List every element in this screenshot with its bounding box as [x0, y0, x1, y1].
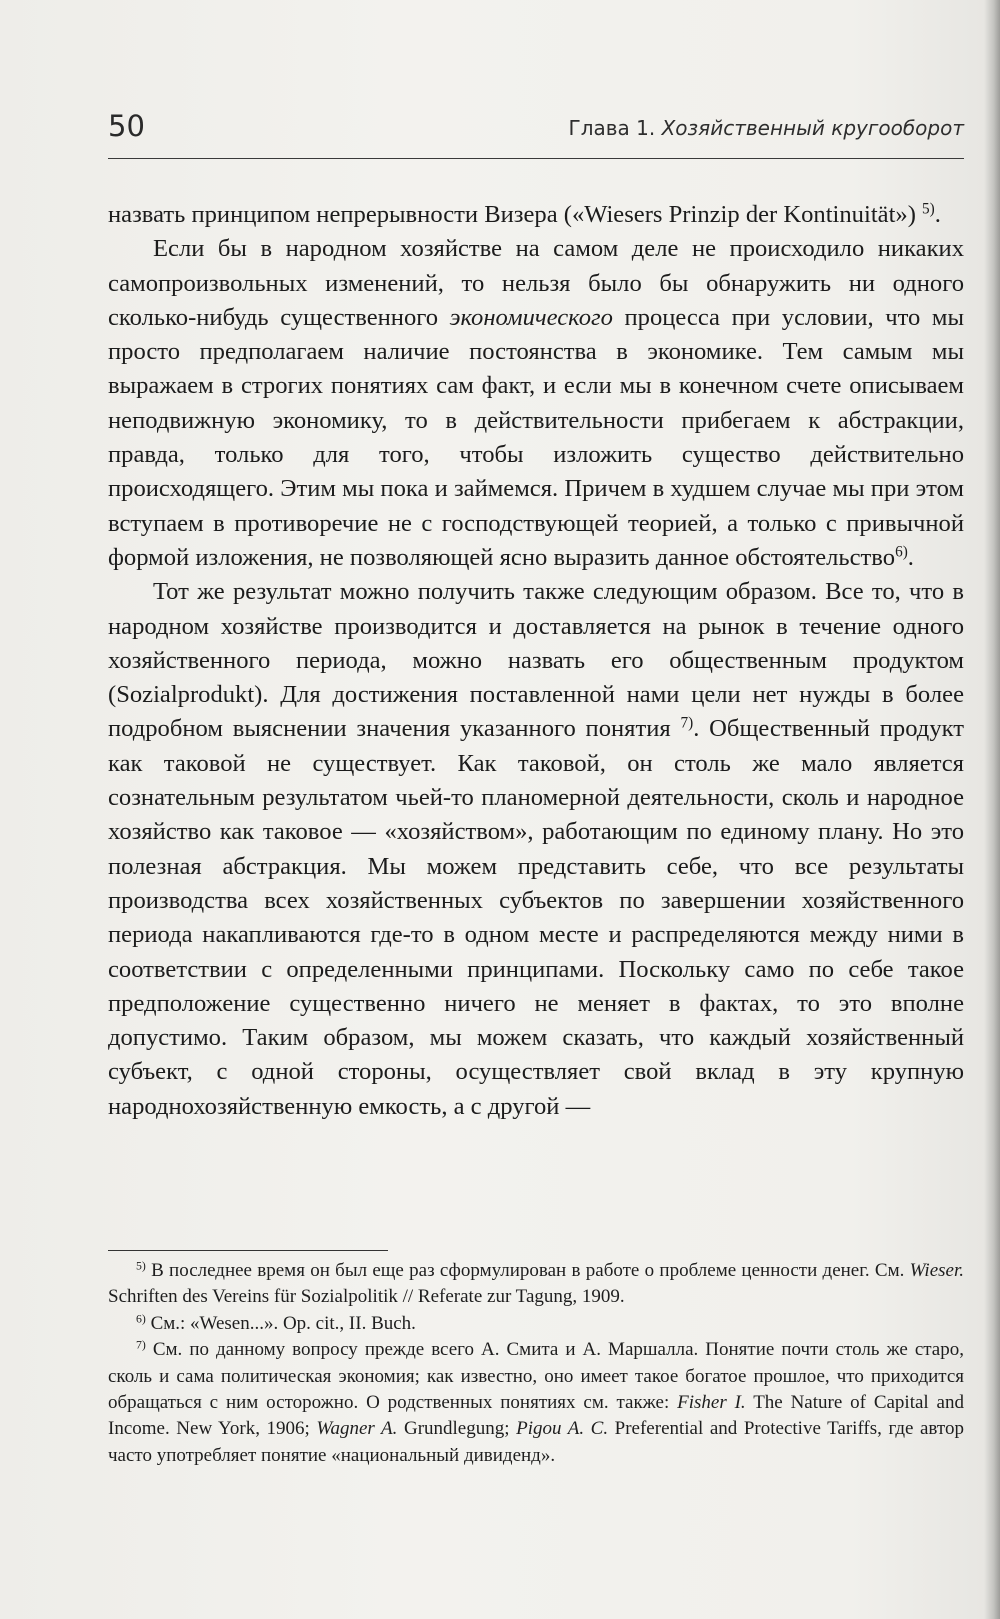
footnote-7-text-a: См. по данному вопросу прежде всего А. Смита и А. Маршалла. Понятие почти столь же старо, сколь и сама политическая экономия; как известно, оно имеет такое богатое прошлое, что приходится обращаться с ним осторожно. О родственных понятиях см. также:	[108, 1339, 964, 1414]
footnote-7-text-c: Grundlegung;	[397, 1418, 517, 1440]
paragraph-2	[108, 232, 964, 575]
paragraph-2-text-a: Если бы в народном хозяйстве на самом деле не происходило никаких самопроизвольных изменений, то нельзя было бы обнаружить ни одного сколько-нибудь существенного	[108, 235, 964, 331]
footnote-ref-5[interactable]: 5)	[922, 200, 935, 218]
chapter-label: Глава 1.	[568, 116, 656, 140]
footnote-ref-7[interactable]: 7)	[680, 715, 694, 733]
footnote-5-author: Wieser.	[909, 1260, 964, 1281]
footnote-7-text-d: Preferential and Protective Tariffs, где автор часто употребляет понятие «национальный дивиденд».	[108, 1418, 964, 1466]
footnote-5	[108, 1258, 964, 1311]
paragraph-3-text-b: . Общественный продукт как таковой не существует. Как таковой, он столь же мало является сознательным результатом чьей-то планомерной деятельности, сколь и народное хозяйство как таковое — «хозяйством», работающим по единому плану. Но это полезная абстракция. Мы можем представить себе, что все результаты производства всех хозяйственных субъектов по завершении хозяйственного периода накапливаются где-то в одном месте и распределяются между ними в соответствии с определенными принципами. Поскольку само по себе такое предположение существенно ничего не меняет в фактах, то это вполне допустимо. Таким образом, мы можем сказать, что каждый хозяйственный субъект, с одной стороны, осуществляет свой вклад в эту крупную народнохозяйственную емкость, а с другой —	[108, 715, 964, 1120]
footnotes	[108, 1258, 964, 1469]
running-head	[569, 114, 964, 142]
footnote-7-author-pigou: Pigou A. C.	[516, 1418, 609, 1440]
footnote-6-mark: 6)	[136, 1312, 146, 1326]
footnote-7-text-b: The Nature of Capital and Income. New York, 1906;	[108, 1392, 964, 1440]
footnote-6-text: См.: «Wesen...». Op. cit., II. Buch.	[145, 1312, 416, 1334]
paragraph-2-text-b: процесса при условии, что мы просто предполагаем наличие постоянства в экономике. Тем самым мы выражаем в строгих понятиях сам факт, и если мы в конечном счете описываем неподвижную экономику, то в действительности прибегаем к абстракции, правда, только для того, чтобы изложить существо действительно происходящего. Этим мы пока и займемся. Причем в худшем случае мы при этом вступаем в противоречие не с господствующей теорией, а только с привычной формой изложения, не позволяющей ясно выразить данное обстоятельство	[108, 303, 964, 571]
paragraph-1-text: назвать принципом непрерывности Визера («Wiesers Prinzip der Kontinuität»)	[108, 201, 916, 228]
chapter-title: Хозяйственный кругооборот	[661, 116, 964, 140]
footnote-6	[108, 1311, 964, 1337]
paragraph-3-text-a: Тот же результат можно получить также следующим образом. Все то, что в народном хозяйстве производится и доставляется на рынок в течение одного хозяйственного периода, можно назвать его общественным продуктом (Sozialprodukt). Для достижения поставленной нами цели нет нужды в более подробном выяснении значения указанного понятия	[108, 578, 964, 743]
footnote-ref-6[interactable]: 6)	[895, 543, 908, 561]
footnote-5-text-b: Schriften des Vereins für Sozialpolitik // Referate zur Tagung, 1909.	[108, 1286, 625, 1308]
footnote-7-author-fisher: Fisher I.	[677, 1392, 746, 1414]
paragraph-1-end: .	[934, 201, 941, 228]
page-edge-shadow	[984, 0, 1000, 1619]
paragraph-2-emphasis: экономического	[449, 303, 613, 331]
page-number: 50	[108, 109, 145, 143]
footnote-divider	[108, 1250, 388, 1251]
footnote-7	[108, 1337, 964, 1469]
paragraph-2-end: .	[907, 543, 914, 571]
footnote-5-mark: 5)	[136, 1259, 146, 1273]
footnote-7-mark: 7)	[136, 1338, 146, 1352]
footnote-7-author-wagner: Wagner A.	[316, 1418, 398, 1440]
paragraph-1	[108, 198, 964, 232]
main-text	[108, 198, 964, 1124]
paragraph-3	[108, 575, 964, 1124]
footnote-5-text-a: В последнее время он был еще раз сформулирован в работе о проблеме ценности денег. См.	[145, 1260, 910, 1281]
page-header	[108, 108, 964, 159]
